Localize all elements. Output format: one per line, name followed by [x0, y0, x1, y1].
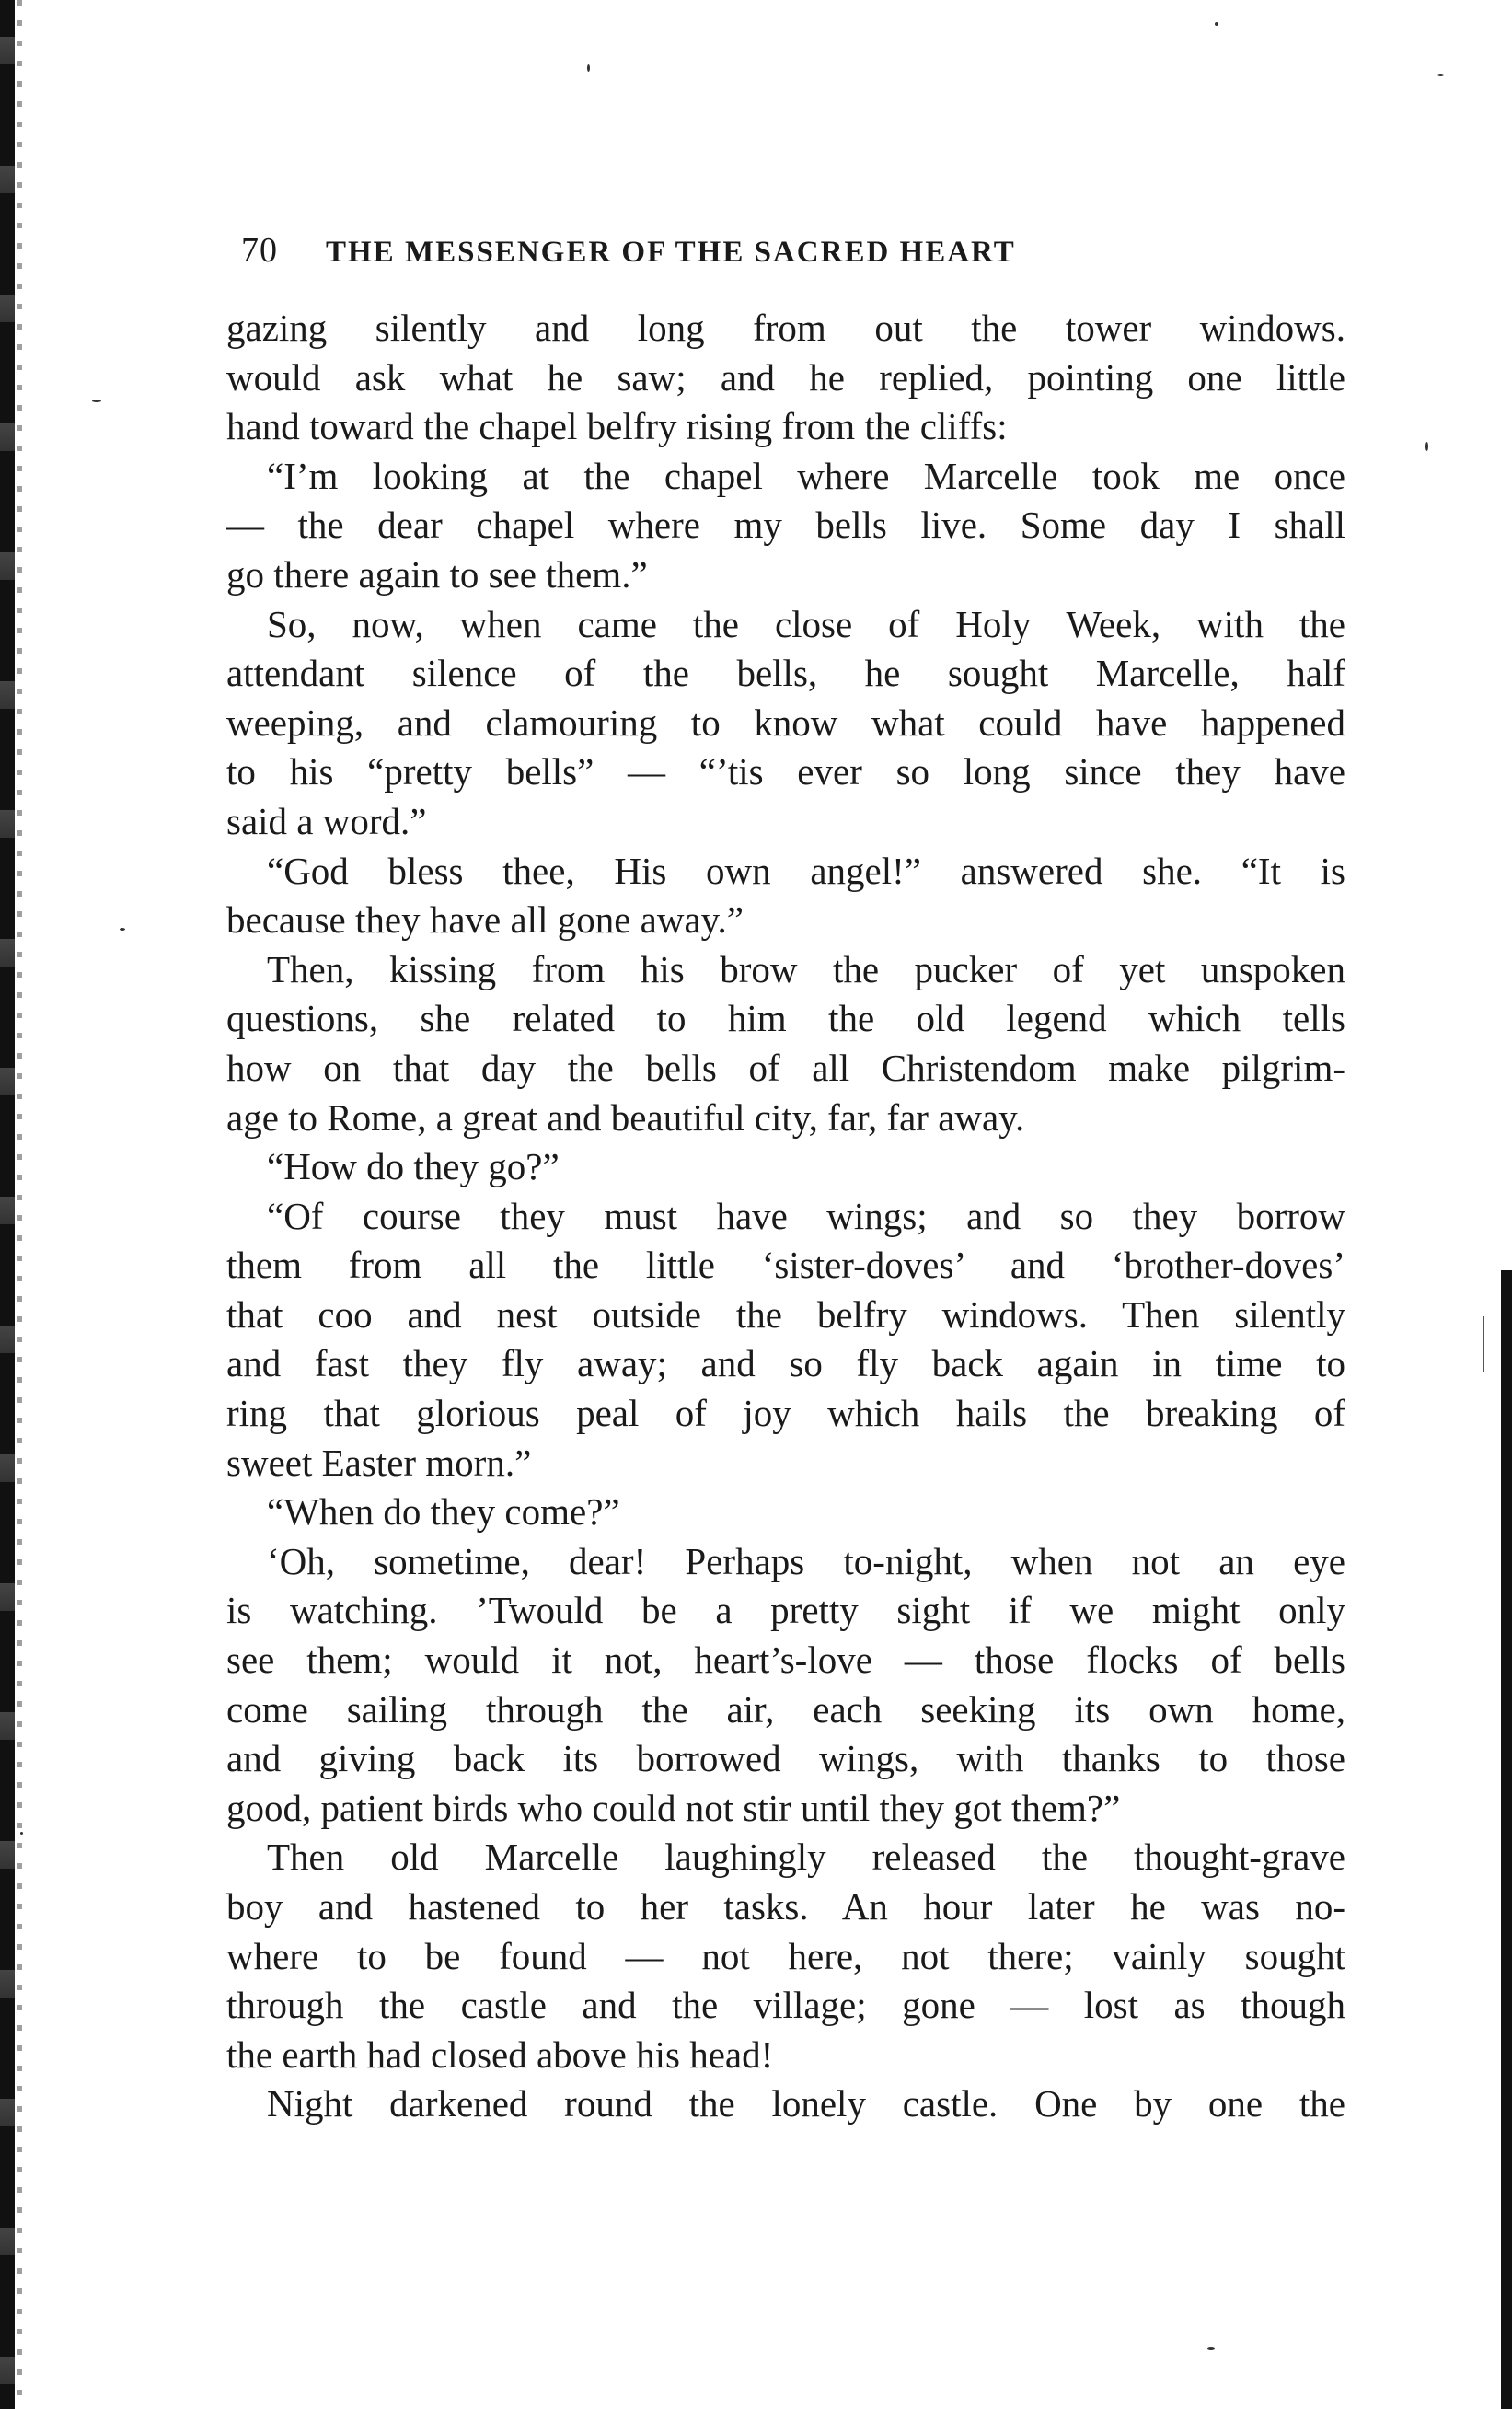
text-line: see them; would it not, heart’s-love — those flocks of bells	[226, 1639, 1345, 1682]
scan-speck	[92, 400, 101, 402]
text-line: said a word.”	[226, 799, 427, 842]
text-line: to his “pretty bells” — “’tis ever so long since they have	[226, 750, 1345, 793]
text-line: would ask what he saw; and he replied, pointing one little	[226, 355, 1345, 399]
text-line: come sailing through the air, each seeking its own home,	[226, 1687, 1345, 1731]
text-line: and giving back its borrowed wings, with thanks to those	[226, 1737, 1345, 1780]
text-line: through the castle and the village; gone — lost as though	[226, 1984, 1345, 2027]
text-line: So, now, when came the close of Holy Week, with the	[267, 602, 1345, 645]
body-text	[226, 304, 1345, 2129]
text-line: that coo and nest outside the belfry windows. Then silently	[226, 1292, 1345, 1336]
scan-speck	[20, 1832, 23, 1835]
text-line: gazing silently and long from out the tower windows.	[226, 307, 1345, 349]
scan-speck	[1207, 2347, 1215, 2350]
text-line: “Of course they must have wings; and so they borrow	[267, 1194, 1345, 1237]
text-line: good, patient birds who could not stir until they got them?”	[226, 1786, 1121, 1829]
text-line: attendant silence of the bells, he sought Marcelle, half	[226, 652, 1345, 695]
text-line: “When do they come?”	[267, 1490, 620, 1534]
text-line: boy and hastened to her tasks. An hour later he was no-	[226, 1885, 1345, 1928]
text-line: because they have all gone away.”	[226, 898, 744, 942]
scan-right-mark	[1483, 1316, 1484, 1372]
text-line: “I’m looking at the chapel where Marcelle took me once	[267, 454, 1345, 497]
text-line: Night darkened round the lonely castle. One by one the	[267, 2082, 1345, 2125]
text-line: the earth had closed above his head!	[226, 2033, 774, 2076]
text-line: Then old Marcelle laughingly released the thought-grave	[267, 1836, 1345, 1879]
text-line: go there again to see them.”	[226, 552, 648, 596]
scan-speck	[1215, 22, 1218, 26]
text-line: and fast they fly away; and so fly back again in time to	[226, 1342, 1345, 1385]
text-line: hand toward the chapel belfry rising from the cliffs:	[226, 405, 1008, 448]
text-line: — the dear chapel where my bells live. Some day I shall	[226, 504, 1345, 547]
text-line: them from all the little ‘sister-doves’ and ‘brother-doves’	[226, 1244, 1345, 1287]
text-line: sweet Easter morn.”	[226, 1441, 532, 1484]
text-line: how on that day the bells of all Christendom make pilgrim-	[226, 1046, 1345, 1089]
text-line: weeping, and clamouring to know what could have happened	[226, 701, 1345, 744]
text-line: questions, she related to him the old legend which tells	[226, 997, 1345, 1040]
page-number: 70	[241, 231, 278, 270]
text-line: where to be found — not here, not there; vainly sought	[226, 1934, 1345, 1977]
scan-speck	[120, 928, 125, 931]
text-line: age to Rome, a great and beautiful city, far, far away.	[226, 1095, 1025, 1139]
text-line: Then, kissing from his brow the pucker of yet unspoken	[267, 947, 1345, 990]
scan-right-edge	[1501, 1270, 1512, 2409]
text-line: “How do they go?”	[267, 1145, 560, 1188]
text-line: is watching. ’Twould be a pretty sight if we might only	[226, 1589, 1345, 1632]
running-title: THE MESSENGER OF THE SACRED HEART	[326, 236, 1016, 269]
scan-speck	[1425, 442, 1428, 451]
scan-speck	[1437, 74, 1444, 76]
page-header	[241, 230, 1226, 271]
text-line: ‘Oh, sometime, dear! Perhaps to-night, when not an eye	[267, 1539, 1345, 1582]
text-line: ring that glorious peal of joy which hails the breaking of	[226, 1392, 1345, 1435]
scan-speck	[587, 64, 590, 72]
text-line: “God bless thee, His own angel!” answered she. “It is	[267, 849, 1345, 892]
scan-binding-edge	[0, 0, 15, 2409]
scan-binding-shadow	[17, 0, 22, 2409]
